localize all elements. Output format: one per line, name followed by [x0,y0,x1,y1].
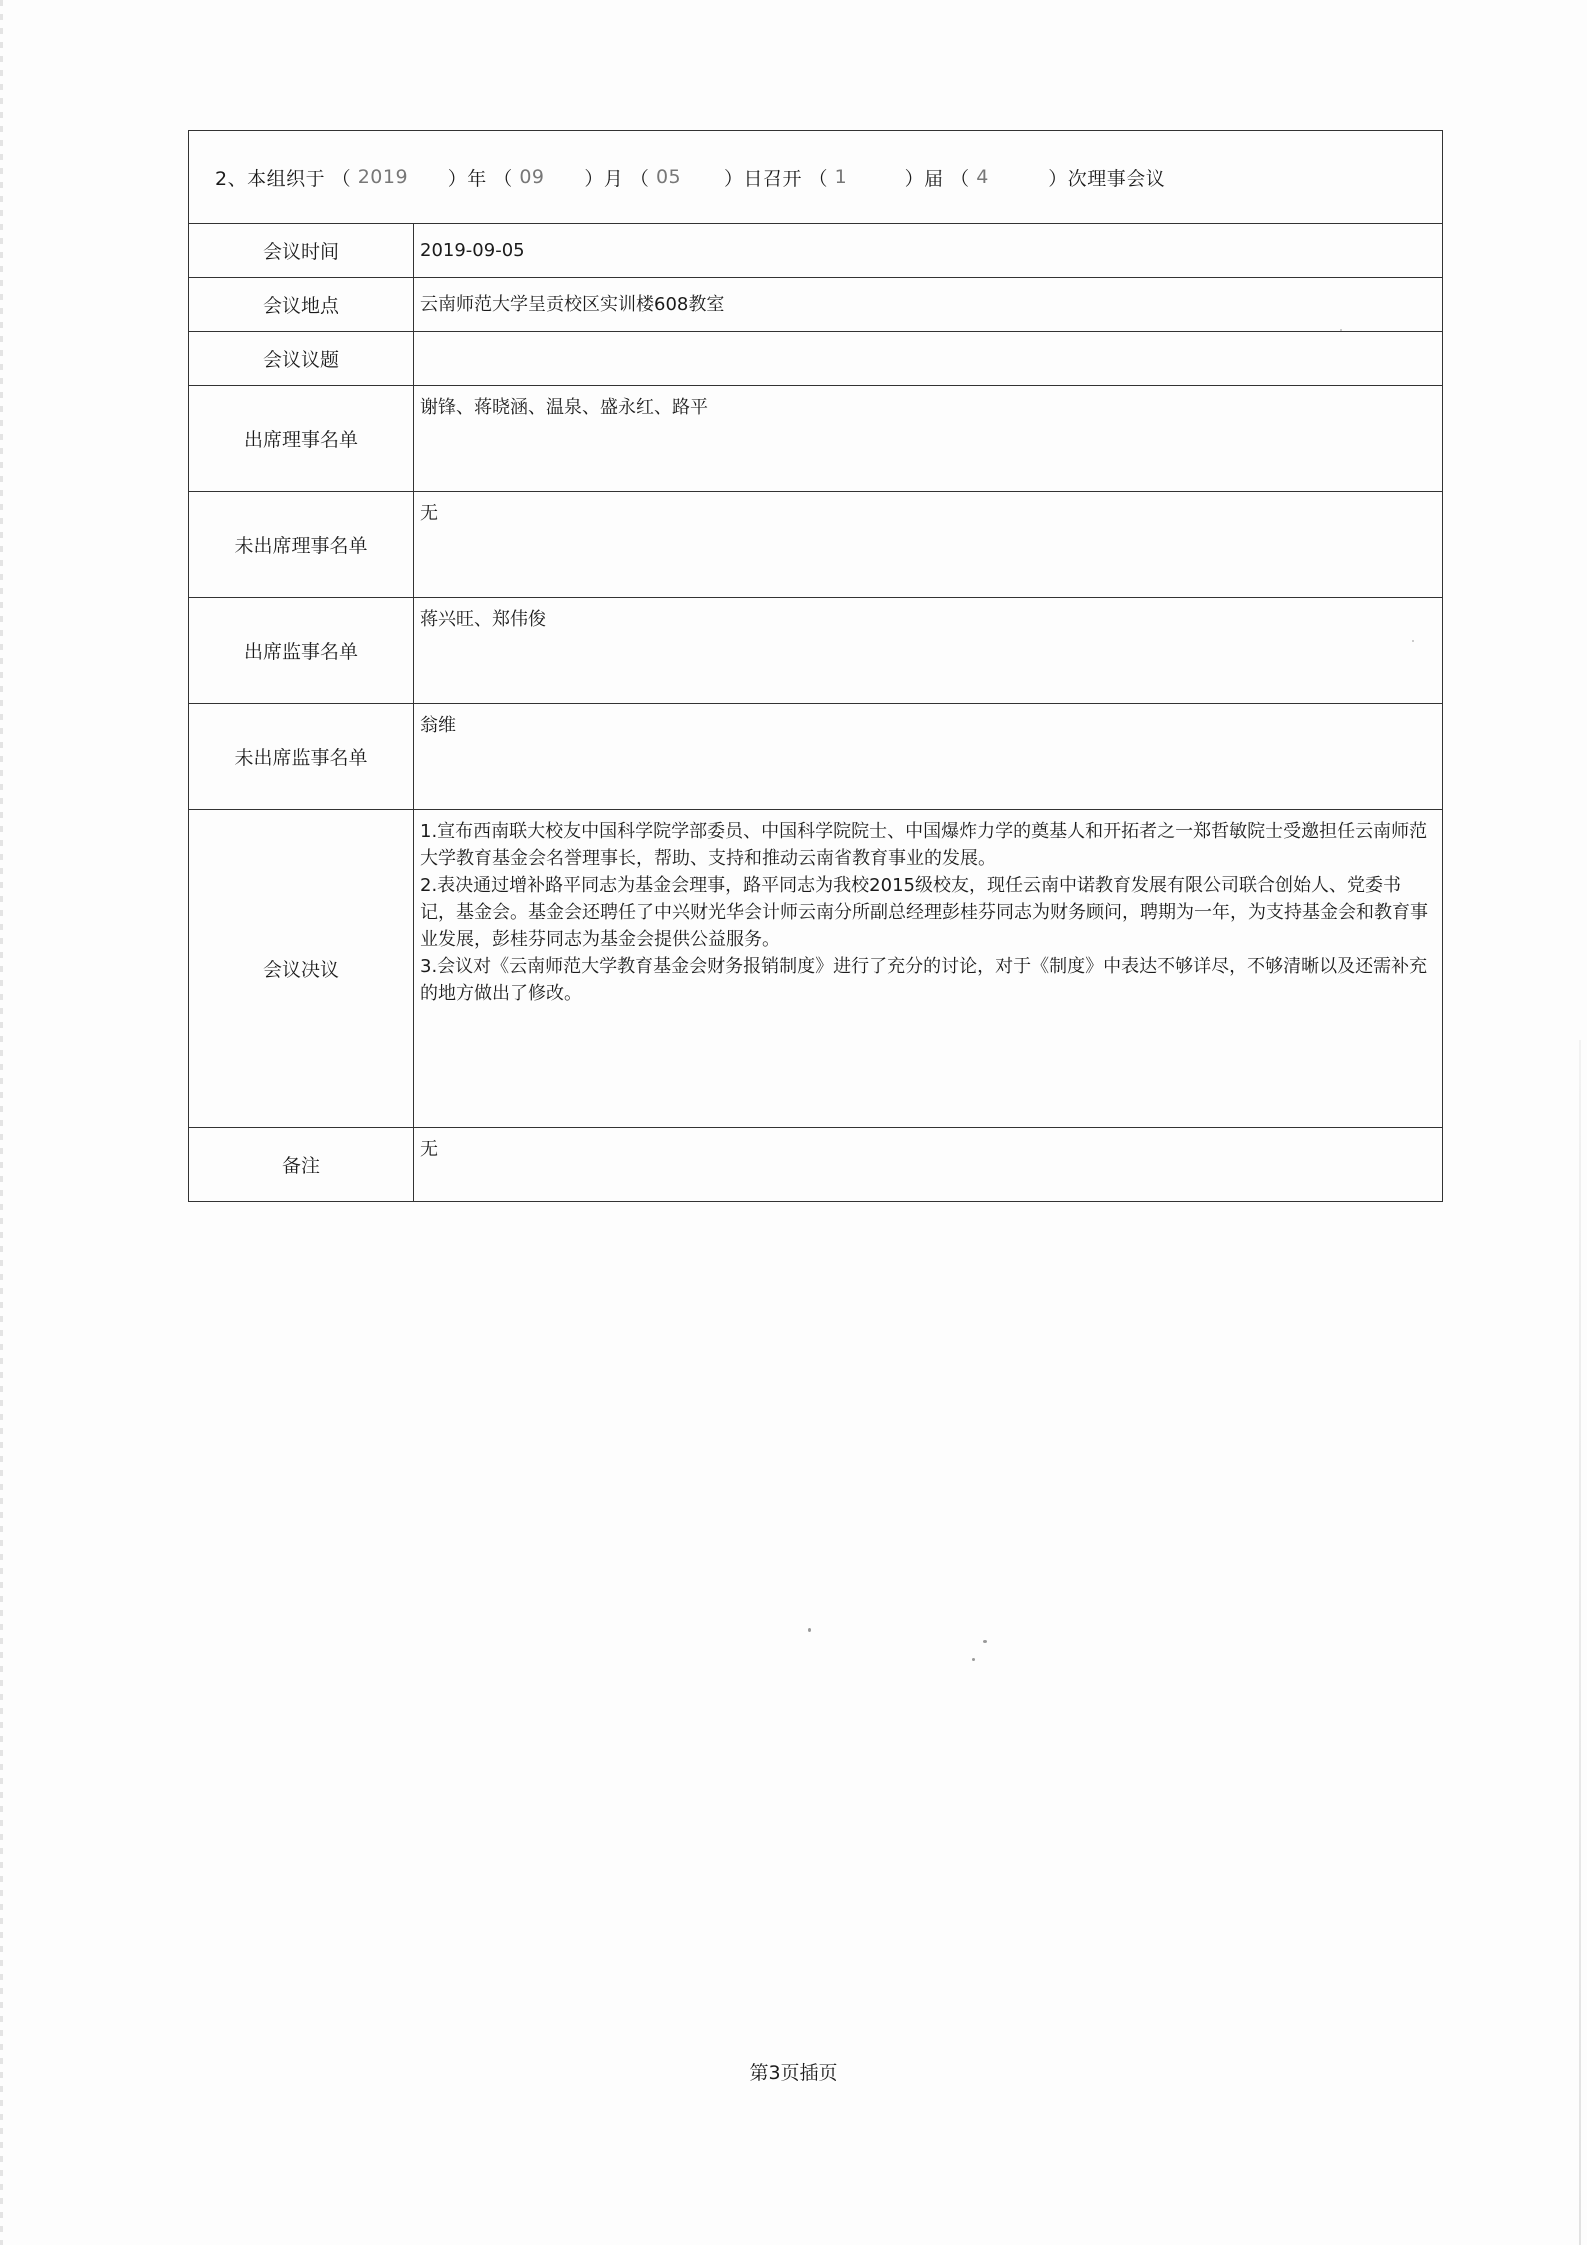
row-attending-supervisors [189,598,1442,704]
scan-speck [983,1640,987,1643]
label-meeting-place: 会议地点 [189,278,414,331]
row-resolution [189,810,1442,1128]
label-attending-directors: 出席理事名单 [189,386,414,491]
label-absent-directors: 未出席理事名单 [189,492,414,597]
scan-speck [1412,640,1414,642]
meeting-header: 2、本组织于 （ 2019 ） 年 （ 09 ） 月 （ 05 ） 日召开 （ 1 ） 届 （ 4 ） 次理事会议 [189,131,1442,224]
scan-speck [1340,329,1342,331]
row-attending-directors [189,386,1442,492]
label-remarks: 备注 [189,1128,414,1201]
resolution-item: 1.宣布西南联大校友中国科学院学部委员、中国科学院院士、中国爆炸力学的奠基人和开拓者之一郑哲敏院士受邀担任云南师范大学教育基金会名誉理事长，帮助、支持和推动云南省教育事业的发展。 [420,821,1428,869]
label-resolution: 会议决议 [189,810,414,1127]
value-resolution [414,810,1442,1127]
scan-speck [808,1628,811,1632]
row-absent-directors [189,492,1442,598]
header-session: 1 [834,166,848,188]
value-remarks: 无 [420,1139,438,1160]
header-day: 05 [655,166,682,188]
value-absent-supervisors: 翁维 [420,715,456,736]
page-footer: 第3页插页 [749,2062,838,2084]
value-meeting-place: 云南师范大学呈贡校区实训楼608教室 [420,294,725,315]
row-remarks [189,1128,1442,1201]
header-count-unit: 次理事会议 [1067,167,1166,190]
header-count: 4 [976,166,989,188]
value-absent-directors: 无 [420,503,438,524]
value-meeting-time: 2019-09-05 [420,240,525,261]
value-meeting-topic [414,332,1442,385]
row-meeting-place [189,278,1442,332]
header-prefix: 2、本组织于 [215,167,326,190]
meeting-record-form [188,130,1443,1202]
header-month-unit: 月 [603,167,624,190]
header-year: 2019 [357,166,409,188]
label-meeting-time: 会议时间 [189,224,414,277]
scan-edge-left [0,0,3,2245]
resolution-item: 3.会议对《云南师范大学教育基金会财务报销制度》进行了充分的讨论，对于《制度》中表达不够详尽，不够清晰以及还需补充的地方做出了修改。 [420,956,1428,1004]
label-attending-supervisors: 出席监事名单 [189,598,414,703]
header-year-unit: 年 [467,167,487,190]
row-meeting-topic [189,332,1442,386]
label-absent-supervisors: 未出席监事名单 [189,704,414,809]
header-day-unit: 日召开 [743,167,802,190]
header-session-unit: 届 [924,167,944,190]
row-absent-supervisors [189,704,1442,810]
value-attending-directors: 谢锋、蒋晓涵、温泉、盛永红、路平 [420,397,708,418]
value-attending-supervisors: 蒋兴旺、郑伟俊 [420,609,546,630]
label-meeting-topic: 会议议题 [189,332,414,385]
resolution-item: 2.表决通过增补路平同志为基金会理事，路平同志为我校2015级校友，现任云南中诺教育发展有限公司联合创始人、党委书记，基金会。基金会还聘任了中兴财光华会计师云南分所副总经理彭桂芬同志为财务顾问，聘期为一年，为支持基金会和教育事业发展，彭桂芬同志为基金会提供公益服务。 [420,875,1428,950]
scan-speck [972,1658,975,1661]
header-month: 09 [519,166,545,188]
row-meeting-time [189,224,1442,278]
